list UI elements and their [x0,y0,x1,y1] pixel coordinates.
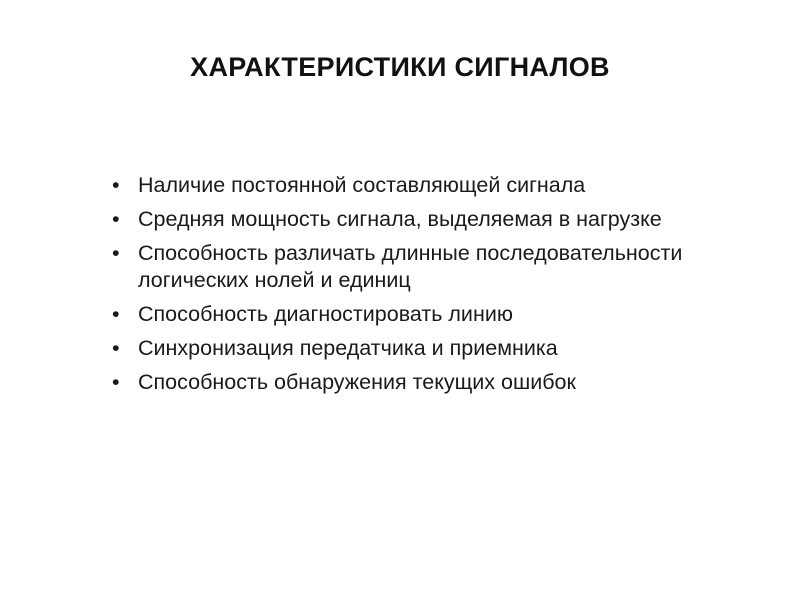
bullet-text: Способность диагностировать линию [138,302,513,326]
bullet-text: Способность обнаружения текущих ошибок [138,370,576,394]
bullet-text: Наличие постоянной составляющей сигнала [138,173,586,197]
bullet-item [112,369,712,396]
bullet-item [112,335,712,362]
bullet-text: Способность различать длинные последовательности логических нолей и единиц [138,241,683,292]
bullet-icon: • [112,302,120,326]
slide-title: ХАРАКТЕРИСТИКИ СИГНАЛОВ [190,52,610,82]
bullet-icon: • [112,241,120,265]
bullet-item [112,206,712,233]
bullet-item [112,301,712,328]
bullet-list [112,172,712,403]
bullet-icon: • [112,370,120,394]
bullet-icon: • [112,207,120,231]
bullet-text: Средняя мощность сигнала, выделяемая в нагрузке [138,207,662,231]
bullet-item [112,172,712,199]
bullet-item [112,240,712,294]
bullet-icon: • [112,336,120,360]
bullet-text: Синхронизация передатчика и приемника [138,336,558,360]
bullet-icon: • [112,173,120,197]
